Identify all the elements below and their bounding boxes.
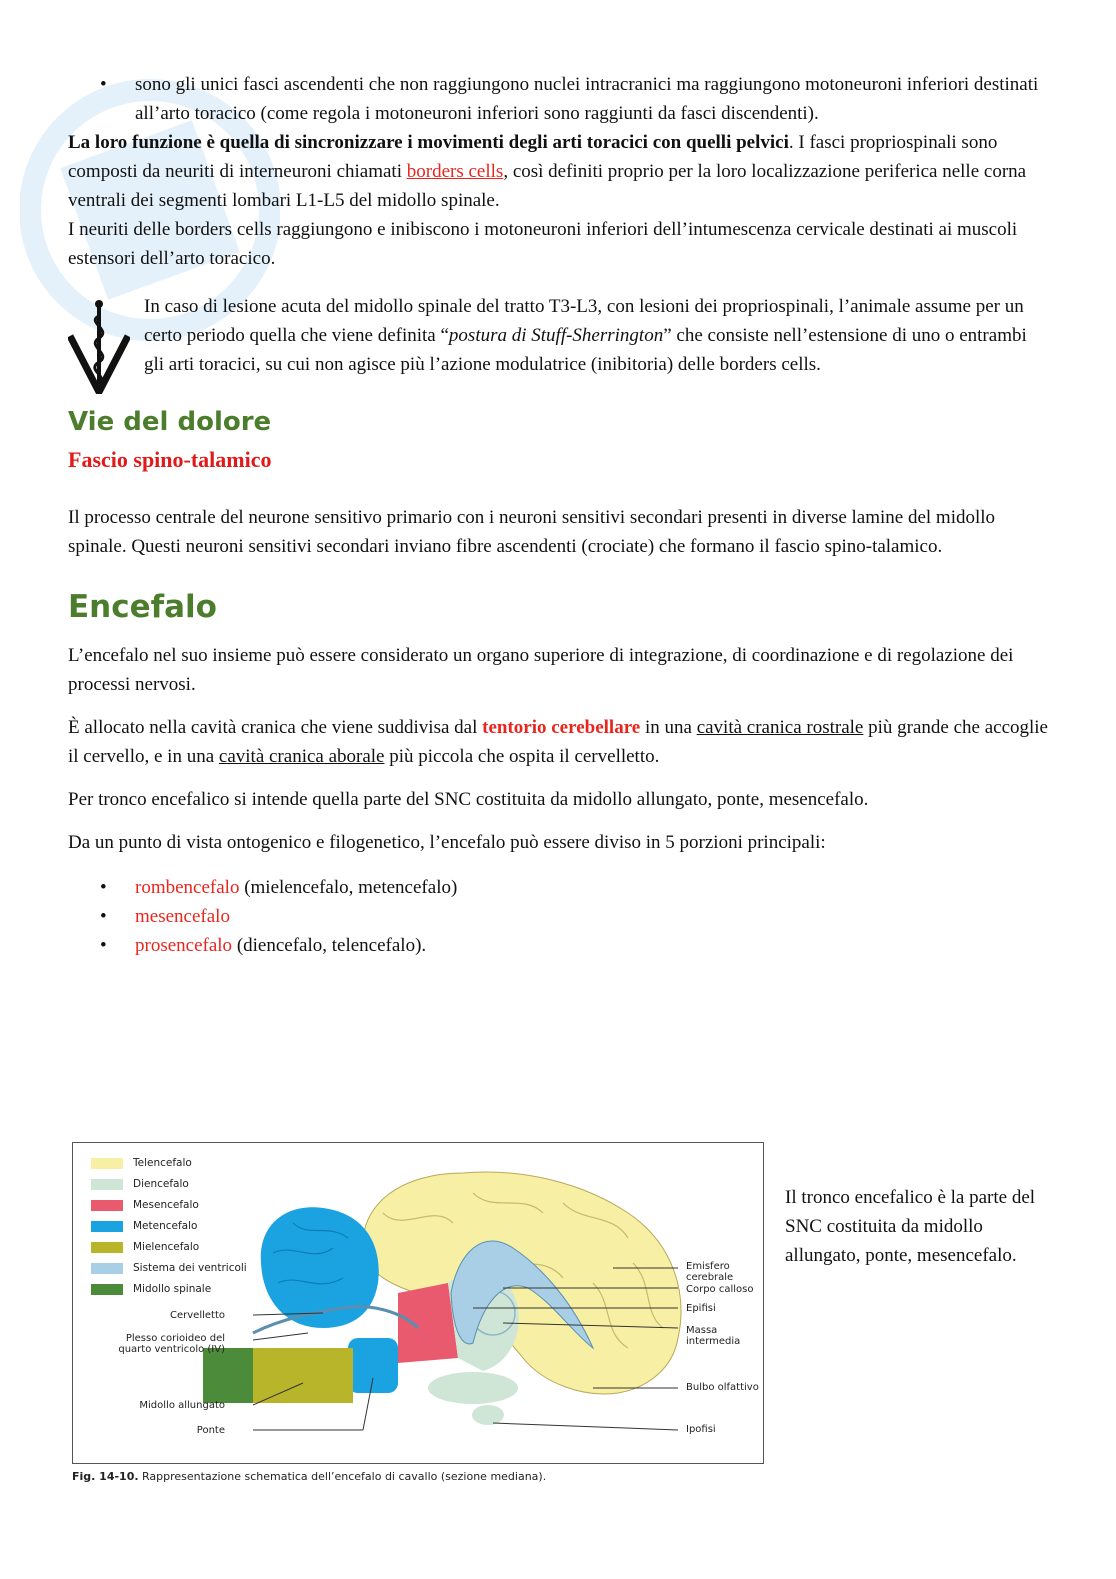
text-span: in una [640, 717, 697, 738]
caption-text: Rappresentazione schematica dell’encefalo di cavallo (sezione mediana). [138, 1470, 547, 1483]
legend-item [91, 1237, 247, 1258]
portion-detail: (mielencefalo, metencefalo) [239, 877, 458, 898]
bullet-icon: • [100, 74, 107, 95]
legend-label: Mielencefalo [133, 1241, 200, 1253]
bold-statement: La loro funzione è quella di sincronizzare i movimenti degli arti toracici con quelli pelvici [68, 132, 789, 153]
bullet-icon: • [100, 935, 107, 956]
legend-item [91, 1195, 247, 1216]
legend-item [91, 1174, 247, 1195]
label-cervelletto: Cervelletto [170, 1310, 225, 1321]
list-item [68, 873, 1048, 902]
vet-note [68, 292, 1048, 379]
text-span: , così definiti proprio per la loro localizzazione periferica nelle corna ventrali dei segmenti lombari L1-L5 del midollo spinale. [68, 161, 1027, 211]
bullet-text: sono gli unici fasci ascendenti che non raggiungono nuclei intracranici ma raggiungono motoneuroni inferiori destinati all’arto toracico (come regola i motoneuroni inferiori sono raggiunti da fasci discendenti). [135, 74, 1039, 124]
paragraph-encefalo-1: L’encefalo nel suo insieme può essere considerato un organo superiore di integrazione, di coordinazione e di regolazione dei processi nervosi. [68, 645, 1014, 695]
legend-label: Sistema dei ventricoli [133, 1262, 247, 1274]
heading-encefalo: Encefalo [68, 589, 217, 625]
caption-number: Fig. 14-10. [72, 1470, 139, 1483]
legend-label: Diencefalo [133, 1178, 189, 1190]
portion-name: rombencefalo [135, 877, 240, 898]
paragraph-encefalo-4: Da un punto di vista ontogenico e filogenetico, l’encefalo può essere diviso in 5 porzioni principali: [68, 832, 826, 853]
label-midollo-allungato: Midollo allungato [139, 1400, 225, 1411]
side-note: Il tronco encefalico è la parte del SNC costituita da midollo allungato, ponte, mesencefalo. [785, 1187, 1036, 1266]
text-span: più grande che accoglie il cervello, e in una [68, 717, 1048, 767]
legend-label: Metencefalo [133, 1220, 198, 1232]
aboral-cavity-term: cavità cranica aborale [218, 746, 385, 767]
list-item [68, 931, 1048, 960]
paragraph-neurites: I neuriti delle borders cells raggiungono e inibiscono i motoneuroni inferiori dell’intumescenza cervicale destinati ai muscoli estensori dell’arto toracico. [68, 219, 1018, 269]
legend-swatch [91, 1263, 123, 1274]
portion-name: prosencefalo [135, 935, 233, 956]
legend-label: Telencefalo [133, 1157, 192, 1169]
list-item [68, 70, 1048, 128]
legend-item [91, 1153, 247, 1174]
legend-swatch [91, 1158, 123, 1169]
document-page [68, 70, 1048, 960]
text-span: In caso di lesione acuta del midollo spinale del tratto T3-L3, con lesioni dei propriospinali, l’animale assume per un certo periodo quella che viene definita “ [144, 296, 1024, 346]
label-epifisi: Epifisi [686, 1303, 716, 1314]
label-emisfero: Emisfero cerebrale [686, 1261, 734, 1283]
paragraph-encefalo-2 [68, 713, 1048, 771]
label-ipofisi: Ipofisi [686, 1424, 716, 1435]
legend-swatch [91, 1221, 123, 1232]
portion-name: mesencefalo [135, 906, 230, 927]
rostral-cavity-term: cavità cranica rostrale [696, 717, 864, 738]
legend-item [91, 1279, 247, 1300]
heading-fascio-spino-talamico: Fascio spino-talamico [68, 447, 272, 472]
legend-label: Midollo spinale [133, 1283, 212, 1295]
tentorio-term: tentorio cerebellare [482, 717, 641, 738]
label-corpo-calloso: Corpo calloso [686, 1284, 754, 1295]
legend-item [91, 1216, 247, 1237]
list-item [68, 902, 1048, 931]
portion-detail: (diencefalo, telencefalo). [232, 935, 427, 956]
figure-encefalo [72, 1142, 764, 1484]
legend-swatch [91, 1284, 123, 1295]
text-span: È allocato nella cavità cranica che viene suddivisa dal [68, 717, 483, 738]
label-ponte: Ponte [196, 1425, 225, 1436]
text-span: . I fasci propriospinali sono composti da neuriti di interneuroni chiamati [68, 132, 998, 182]
paragraph-encefalo-3: Per tronco encefalico si intende quella parte del SNC costituita da midollo allungato, ponte, mesencefalo. [68, 789, 869, 810]
portions-list [68, 873, 1048, 960]
legend-swatch [91, 1179, 123, 1190]
figure-legend [91, 1153, 247, 1300]
italic-term: postura di Stuff-Sherrington [448, 325, 664, 346]
bullet-icon: • [100, 877, 107, 898]
label-plesso: Plesso corioideo del quarto ventricolo (IV) [118, 1333, 225, 1355]
text-span: ” che consiste nell’estensione di uno o entrambi gli arti toracici, su cui non agisce più l’azione modulatrice (inibitoria) delle borders cells. [144, 325, 1027, 375]
bullet-icon: • [100, 906, 107, 927]
legend-label: Mesencefalo [133, 1199, 199, 1211]
figure-caption [72, 1470, 764, 1484]
label-bulbo-olfattivo: Bulbo olfattivo [686, 1382, 759, 1393]
borders-cells-link[interactable]: borders cells [406, 161, 504, 182]
legend-swatch [91, 1242, 123, 1253]
caduceus-icon [68, 298, 130, 394]
figure-frame [72, 1142, 764, 1464]
legend-item [91, 1258, 247, 1279]
label-massa-intermedia: Massa intermedia [686, 1325, 741, 1347]
heading-vie-del-dolore: Vie del dolore [68, 407, 272, 437]
paragraph-spino: Il processo centrale del neurone sensitivo primario con i neuroni sensitivi secondari presenti in diverse lamine del midollo spinale. Questi neuroni sensitivi secondari inviano fibre ascendenti (crociate) che formano il fascio spino-talamico. [68, 507, 996, 557]
legend-swatch [91, 1200, 123, 1211]
text-span: più piccola che ospita il cervelletto. [384, 746, 660, 767]
paragraph-function [68, 128, 1048, 215]
